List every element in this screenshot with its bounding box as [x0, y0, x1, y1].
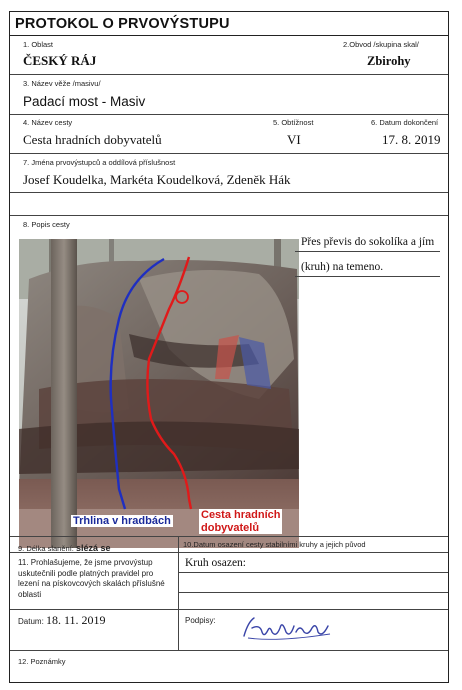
cesta-value: Cesta hradních dobyvatelů: [23, 132, 162, 147]
divider: [178, 592, 448, 593]
kruh-osazen-label: Kruh osazen:: [185, 557, 246, 569]
oblast-label: 1. Oblast: [23, 40, 54, 49]
blue-route-caption: Trhlina v hradbách: [73, 515, 171, 527]
prvovystupci-label: 7. Jména prvovýstupců a oddílová příslušnost: [23, 158, 176, 167]
column-divider: [178, 536, 179, 650]
vez-label: 3. Název věže /masivu/: [23, 79, 101, 88]
delka-value: slézá se: [75, 543, 111, 553]
desc-rule: [295, 276, 440, 277]
divider: [10, 552, 448, 553]
prohlaseni-line4: oblasti: [18, 589, 42, 599]
divider: [10, 35, 448, 36]
prohlaseni: [18, 558, 165, 600]
vez-value: Padací most - Masiv: [23, 94, 146, 109]
prohlaseni-line2: uskutečnili podle platných pravidel pro: [18, 568, 154, 578]
oblast-value: ČESKÝ RÁJ: [23, 53, 97, 68]
route-photo: [19, 239, 299, 548]
divider: [10, 650, 448, 651]
signature: [238, 614, 338, 644]
divider: [178, 572, 448, 573]
osazeni-label: 10.Datum osazení cesty stabilními kruhy a jejich původ: [183, 540, 366, 549]
prvovystupci-value: Josef Koudelka, Markéta Koudelková, Zdeněk Hák: [23, 172, 291, 187]
popis-line2: (kruh) na temeno.: [301, 261, 384, 273]
prohlaseni-line3: lezení na pískovcových skalách příslušné: [18, 579, 165, 588]
obtiznost-label: 5. Obtížnost: [273, 118, 314, 127]
route-photo-image: [19, 239, 299, 548]
popis-line1: Přes převis do sokolíka a jím: [301, 236, 435, 248]
signature-image: [238, 614, 338, 644]
datum-value: 18. 11. 2019: [46, 613, 106, 627]
red-route-caption: [199, 509, 282, 534]
divider: [10, 609, 448, 610]
cesta-label: 4. Název cesty: [23, 118, 73, 127]
divider: [10, 215, 448, 216]
delka-label-text: 9. Délka slanění:: [18, 544, 74, 553]
datum-dokonceni-label: 6. Datum dokončení: [371, 118, 439, 127]
divider: [10, 114, 448, 115]
obtiznost-value: VI: [287, 132, 301, 147]
datum-label: Datum:: [18, 617, 44, 626]
popis-label: 8. Popis cesty: [23, 220, 70, 229]
obvod-value: Zbirohy: [367, 54, 411, 68]
divider: [10, 74, 448, 75]
desc-rule: [295, 251, 440, 252]
datum-dokonceni-value: 17. 8. 2019: [382, 132, 441, 147]
divider: [10, 536, 448, 537]
prohlaseni-line1: 11. Prohlašujeme, že jsme prvovýstup: [18, 558, 153, 567]
podpisy-label: Podpisy:: [185, 616, 216, 625]
divider: [10, 153, 448, 154]
poznamky-label: 12. Poznámky: [18, 657, 66, 666]
red-route-caption-line1: Cesta hradních: [201, 509, 281, 521]
divider: [10, 192, 448, 193]
red-route-caption-line2: dobyvatelů: [201, 521, 260, 534]
protocol-form: [9, 11, 449, 683]
form-title: PROTOKOL O PRVOVÝSTUPU: [15, 16, 230, 32]
obvod-label: 2.Obvod /skupina skal/: [343, 40, 419, 49]
